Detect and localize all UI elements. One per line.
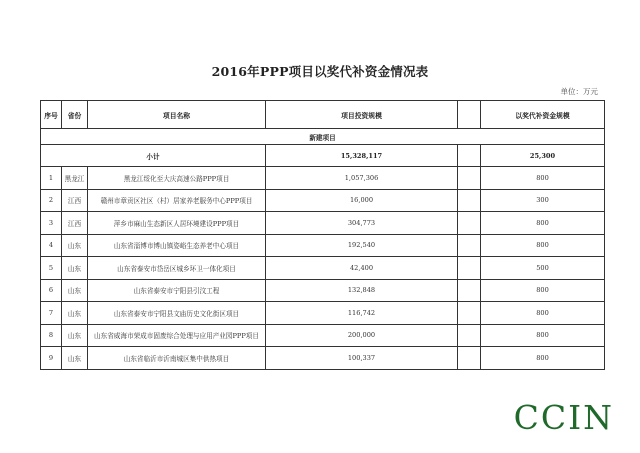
row-no: 8 bbox=[41, 324, 62, 347]
row-no: 5 bbox=[41, 257, 62, 280]
subtotal-row bbox=[41, 145, 605, 167]
row-province: 山东 bbox=[62, 324, 88, 347]
row-subsidy: 800 bbox=[481, 234, 605, 257]
unit-note: 单位：万元 bbox=[560, 87, 598, 96]
section-label: 新建项目 bbox=[41, 129, 605, 145]
row-project-name: 山东省临沂市沂南城区集中供热项目 bbox=[88, 347, 266, 370]
row-investment: 192,540 bbox=[266, 234, 458, 257]
row-project-name: 山东省泰安市宁阳县文庙历史文化街区项目 bbox=[88, 302, 266, 325]
row-subsidy: 800 bbox=[481, 279, 605, 302]
header-subsidy: 以奖代补资金规模 bbox=[481, 101, 605, 129]
row-investment: 200,000 bbox=[266, 324, 458, 347]
subtotal-subsidy: 25,300 bbox=[481, 145, 605, 167]
table-row bbox=[41, 257, 605, 280]
row-investment: 1,057,306 bbox=[266, 167, 458, 190]
header-gap bbox=[458, 101, 481, 129]
row-gap bbox=[458, 279, 481, 302]
row-investment: 100,337 bbox=[266, 347, 458, 370]
table-row bbox=[41, 347, 605, 370]
row-no: 4 bbox=[41, 234, 62, 257]
row-gap bbox=[458, 324, 481, 347]
row-project-name: 赣州市章贡区社区（村）居家养老服务中心PPP项目 bbox=[88, 189, 266, 212]
row-province: 山东 bbox=[62, 257, 88, 280]
row-no: 3 bbox=[41, 212, 62, 235]
row-investment: 304,773 bbox=[266, 212, 458, 235]
row-no: 6 bbox=[41, 279, 62, 302]
table-row bbox=[41, 234, 605, 257]
subtotal-label: 小计 bbox=[41, 145, 266, 167]
row-subsidy: 300 bbox=[481, 189, 605, 212]
row-project-name: 山东省泰安市宁阳县引汶工程 bbox=[88, 279, 266, 302]
section-row bbox=[41, 129, 605, 145]
row-province: 山东 bbox=[62, 279, 88, 302]
row-gap bbox=[458, 347, 481, 370]
row-province: 江西 bbox=[62, 189, 88, 212]
row-subsidy: 800 bbox=[481, 302, 605, 325]
row-province: 山东 bbox=[62, 234, 88, 257]
row-subsidy: 500 bbox=[481, 257, 605, 280]
row-project-name: 山东省淄博市博山镇姿峪生态养老中心项目 bbox=[88, 234, 266, 257]
subtotal-investment: 15,328,117 bbox=[266, 145, 458, 167]
row-province: 黑龙江 bbox=[62, 167, 88, 190]
row-gap bbox=[458, 257, 481, 280]
table-row bbox=[41, 302, 605, 325]
row-no: 1 bbox=[41, 167, 62, 190]
table-row bbox=[41, 189, 605, 212]
row-no: 9 bbox=[41, 347, 62, 370]
header-name: 项目名称 bbox=[88, 101, 266, 129]
ccin-watermark: CCIN bbox=[513, 398, 614, 437]
header-investment: 项目投资规模 bbox=[266, 101, 458, 129]
row-gap bbox=[458, 234, 481, 257]
row-project-name: 黑龙江绥化至大庆高速公路PPP项目 bbox=[88, 167, 266, 190]
row-investment: 132,848 bbox=[266, 279, 458, 302]
row-investment: 116,742 bbox=[266, 302, 458, 325]
row-subsidy: 800 bbox=[481, 347, 605, 370]
table-row bbox=[41, 212, 605, 235]
row-gap bbox=[458, 189, 481, 212]
subtotal-gap bbox=[458, 145, 481, 167]
table-row bbox=[41, 324, 605, 347]
row-no: 2 bbox=[41, 189, 62, 212]
row-investment: 42,400 bbox=[266, 257, 458, 280]
row-province: 山东 bbox=[62, 302, 88, 325]
row-gap bbox=[458, 302, 481, 325]
row-province: 山东 bbox=[62, 347, 88, 370]
row-gap bbox=[458, 212, 481, 235]
header-no: 序号 bbox=[41, 101, 62, 129]
row-subsidy: 800 bbox=[481, 324, 605, 347]
table-row bbox=[41, 279, 605, 302]
row-subsidy: 800 bbox=[481, 212, 605, 235]
row-project-name: 山东省泰安市岱岳区城乡环卫一体化项目 bbox=[88, 257, 266, 280]
row-province: 江西 bbox=[62, 212, 88, 235]
subsidy-table bbox=[40, 100, 605, 370]
row-project-name: 山东省威海市荣成市固废综合处理与应用产业园PPP项目 bbox=[88, 324, 266, 347]
table-row bbox=[41, 167, 605, 190]
row-no: 7 bbox=[41, 302, 62, 325]
header-row bbox=[41, 101, 605, 129]
page-title: 2016年PPP项目以奖代补资金情况表 bbox=[211, 64, 429, 79]
row-gap bbox=[458, 167, 481, 190]
header-province: 省份 bbox=[62, 101, 88, 129]
row-project-name: 萍乡市麻山生态新区人居环境建设PPP项目 bbox=[88, 212, 266, 235]
row-subsidy: 800 bbox=[481, 167, 605, 190]
row-investment: 16,000 bbox=[266, 189, 458, 212]
